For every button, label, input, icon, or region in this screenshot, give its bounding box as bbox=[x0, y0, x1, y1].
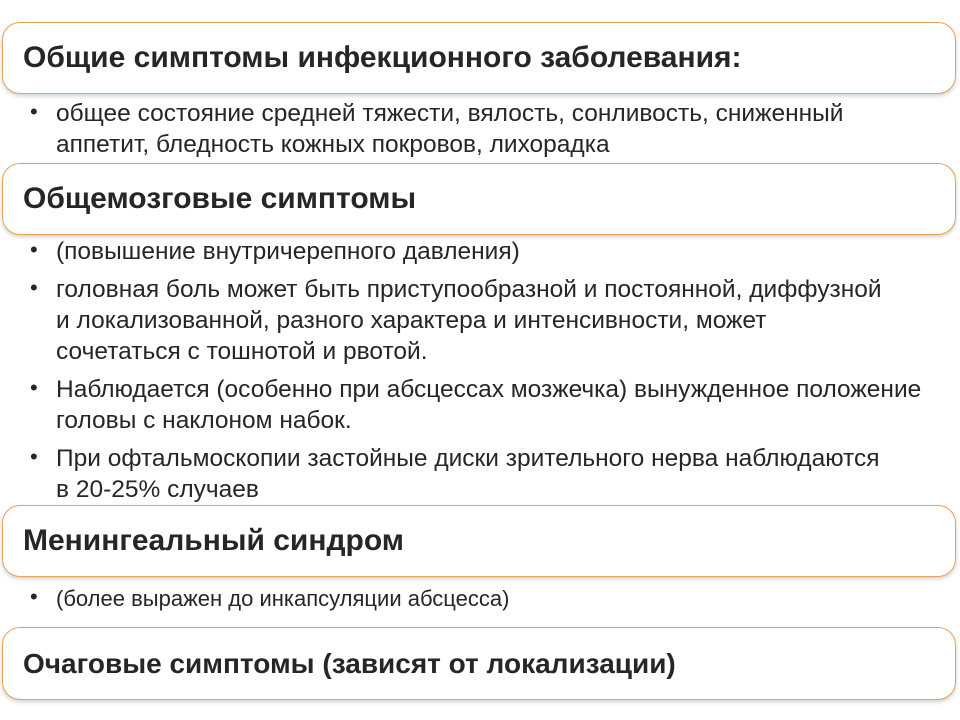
section-heading-general-symptoms: Общие симптомы инфекционного заболевания: bbox=[2, 22, 956, 94]
list-item: • При офтальмоскопии застойные диски зрительного нерва наблюдаются в 20-25% случаев bbox=[28, 443, 896, 505]
list-item: • (повышение внутричерепного давления) bbox=[28, 236, 938, 267]
section-heading-meningeal-syndrome: Менингеальный синдром bbox=[2, 505, 956, 577]
section-heading-cerebral-symptoms: Общемозговые симптомы bbox=[2, 163, 956, 235]
general-symptoms-list bbox=[28, 98, 938, 160]
section-heading-focal-symptoms: Очаговые симптомы (зависят от локализации) bbox=[2, 627, 956, 700]
list-item: • общее состояние средней тяжести, вялость, сонливость, сниженный аппетит, бледность кожных покровов, лихорадка bbox=[28, 98, 856, 160]
cerebral-symptoms-list bbox=[28, 236, 938, 505]
list-item: • головная боль может быть приступообразной и постоянной, диффузной и локализованной, разного характера и интенсивности, может сочетаться с тошнотой и рвотой. bbox=[28, 274, 896, 367]
list-item: • (более выражен до инкапсуляции абсцесса) bbox=[28, 583, 938, 614]
meningeal-syndrome-list bbox=[28, 583, 938, 614]
list-item: • Наблюдается (особенно при абсцессах мозжечка) вынужденное положение головы с наклоном набок. bbox=[28, 374, 938, 436]
